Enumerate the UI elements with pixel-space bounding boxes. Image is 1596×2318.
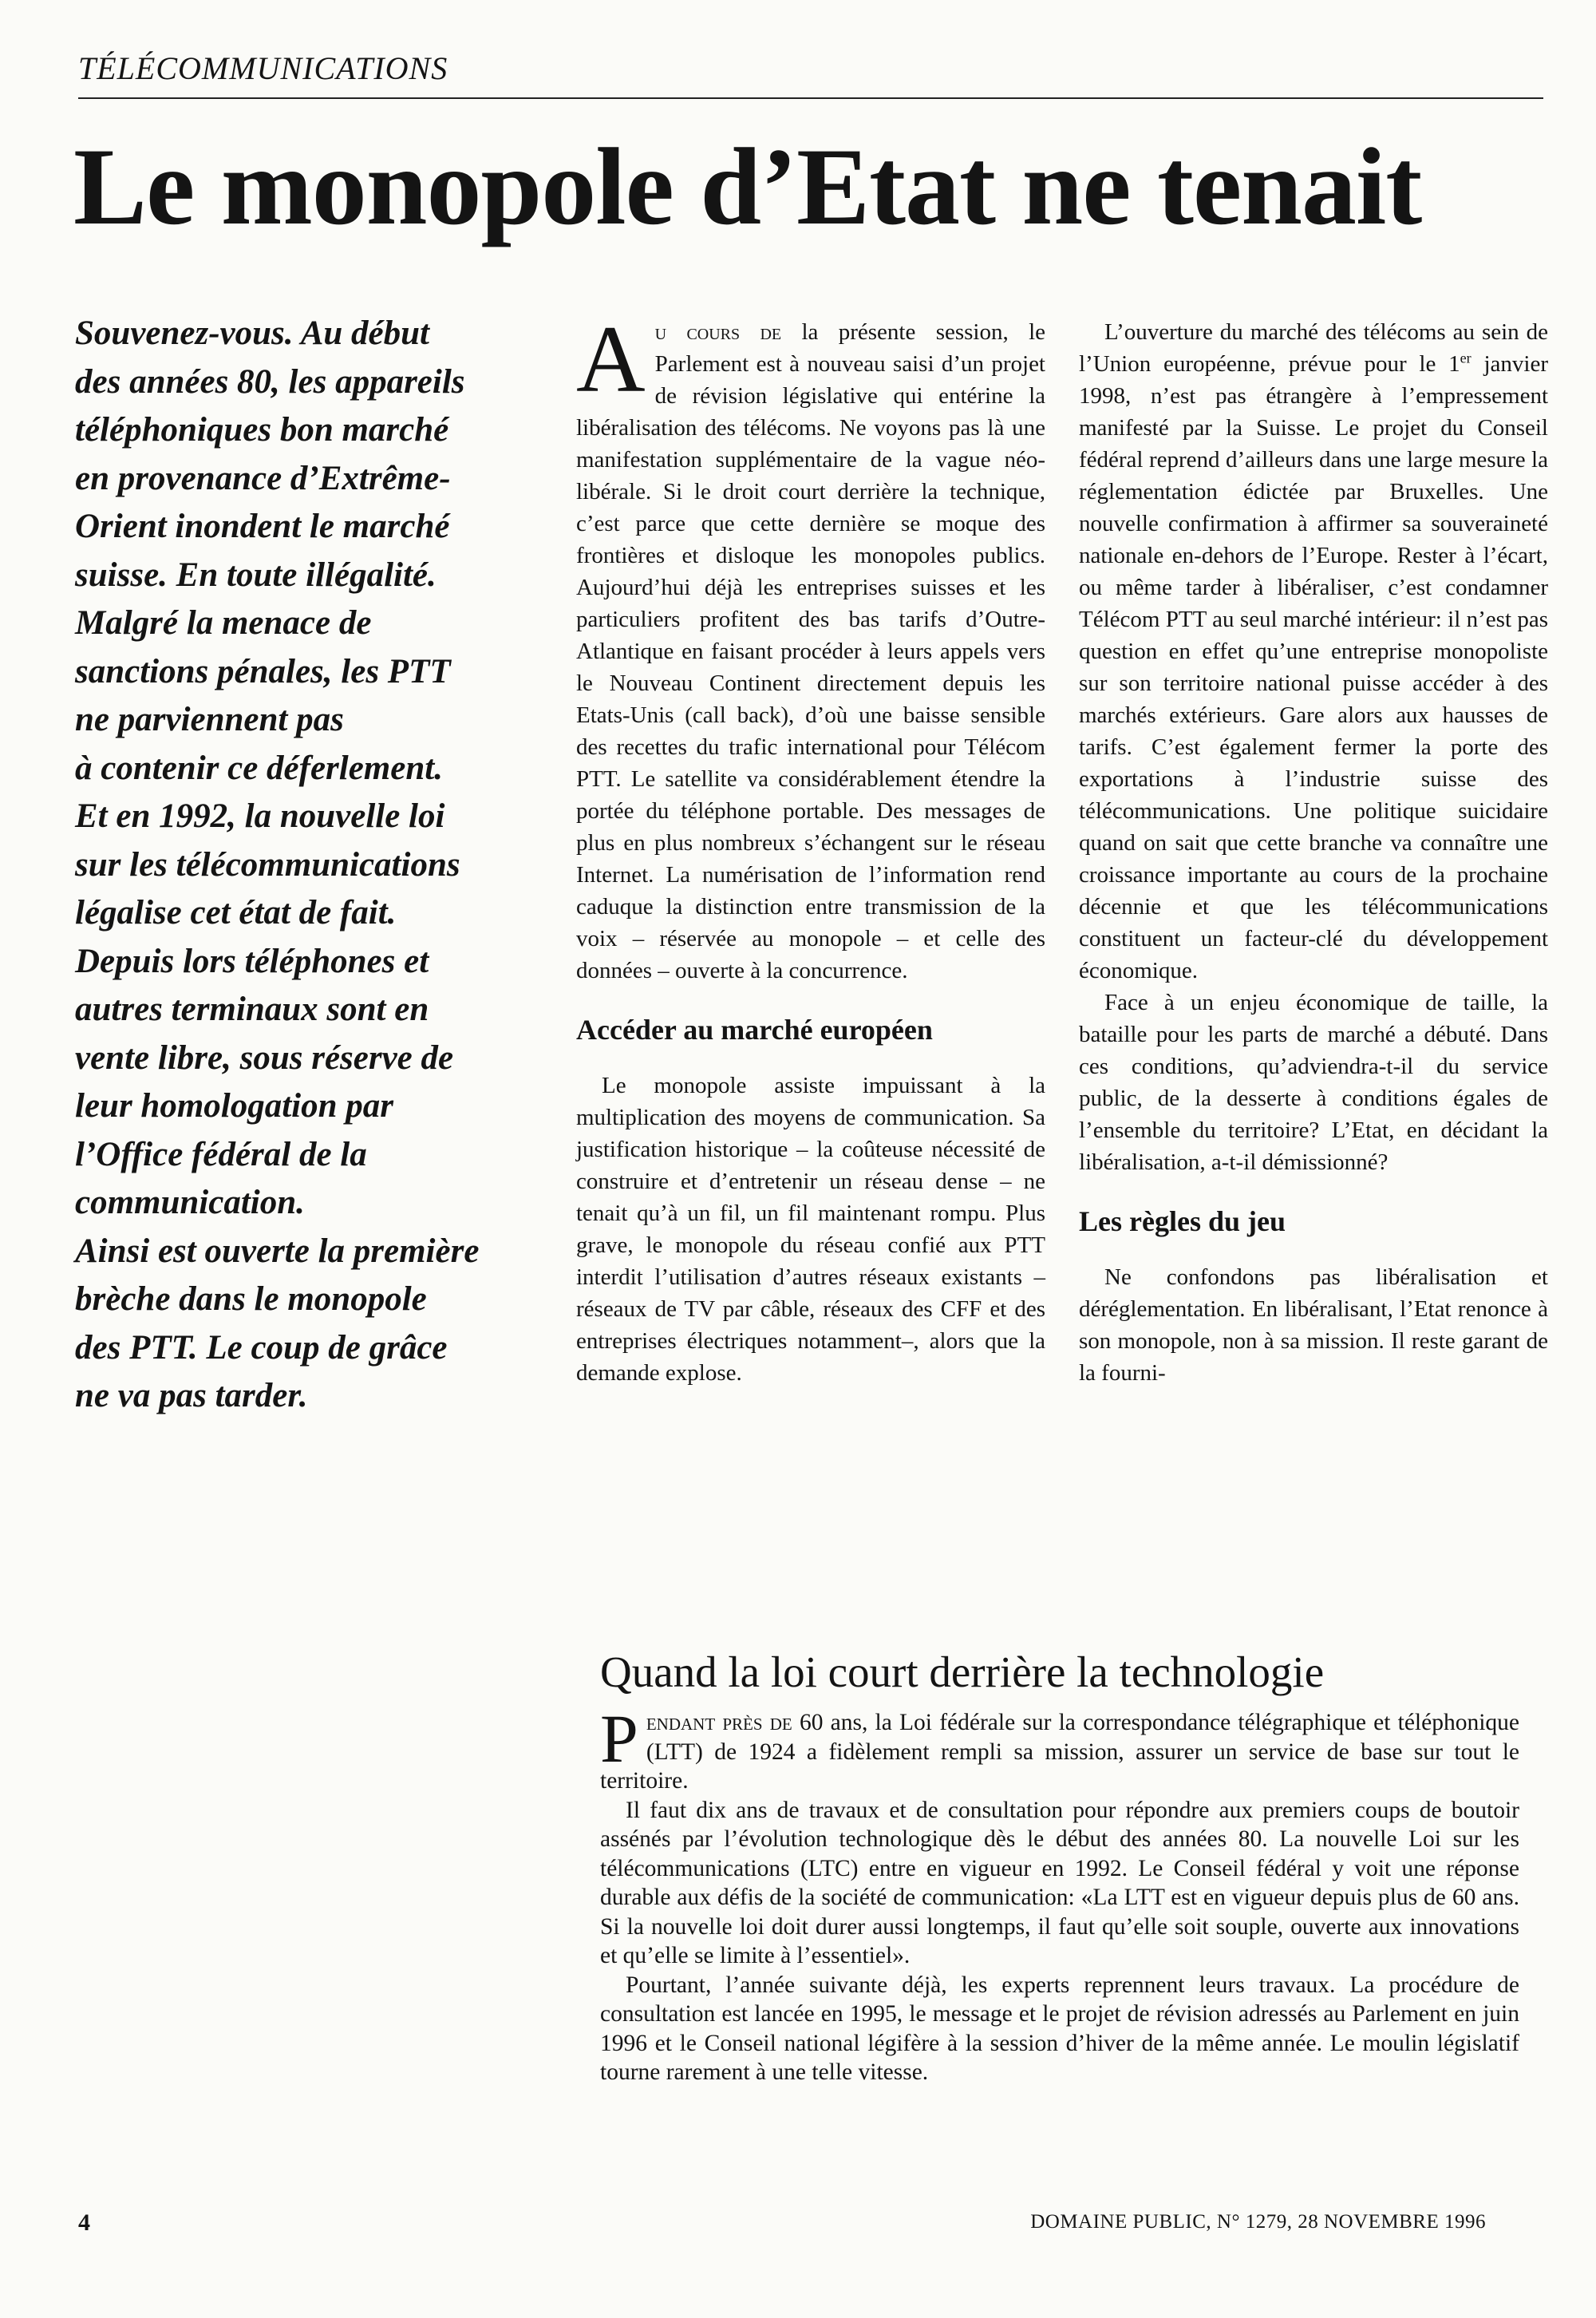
box-paragraph-3: Pourtant, l’année suivante déjà, les experts reprennent leurs travaux. La procédure de consultation est lancée en 1995, le message et le projet de révision adressés au Parlement en juin 1996 et le Conseil national légifère à la session d’hiver de la même année. Le moulin législatif tourne rarement à une telle vitesse. — [600, 1972, 1519, 2085]
header-rule — [78, 97, 1543, 99]
drop-cap: A — [576, 306, 646, 412]
paragraph-text: janvier 1998, n’est pas étrangère à l’empressement manifesté par la Suisse. Le projet du Conseil fédéral reprend d’ailleurs dans une large mesure la réglementation édictée par Bruxelles. Une nouvelle confirmation à affirmer sa souveraineté nationale en-dehors de l’Europe. Rester à l’écart, ou même tarder à libéraliser, c’est condamner Télécom PTT au seul marché intérieur: il n’est pas question en effet qu’une entreprise monopoliste sur son territoire national puisse accéder à des marchés extérieurs. Gare alors aux hausses de tarifs. C’est également fermer la porte des exportations à l’industrie suisse des télécommunications. Une politique suicidaire quand on sait que cette branche va connaître une croissance importante au cours de la prochaine décennie et que les télécommunications constituent un facteur-clé du développement économique. — [1079, 351, 1548, 983]
article-paragraph-2: Le monopole assiste impuissant à la multiplication des moyens de communication. Sa justification historique – la coûteuse nécessité de construire et d’entretenir un réseau dense – ne tenait qu’à un fil, un fil maintenant rompu. Plus grave, le monopole du réseau confié aux PTT interdit l’utilisation d’autres réseaux existants – réseaux de TV par câble, réseaux des CFF et des entreprises électriques notamment–, alors que la demande explose. — [576, 1073, 1045, 1386]
section-rubric: TÉLÉCOMMUNICATIONS — [78, 50, 448, 86]
subheading-rules: Les règles du jeu — [1079, 1205, 1286, 1237]
chapeau-line: ne va pas tarder. — [75, 1377, 308, 1414]
chapeau-line: des PTT. Le coup de grâce — [75, 1328, 448, 1367]
chapeau-line: en provenance d’Extrême- — [75, 459, 451, 497]
superscript: er — [1460, 350, 1472, 366]
chapeau-line: communication. — [75, 1184, 305, 1221]
chapeau-line: Ainsi est ouverte la première — [75, 1232, 480, 1270]
chapeau-line: sanctions pénales, les PTT — [75, 652, 451, 690]
page-footer: DOMAINE PUBLIC, N° 1279, 28 NOVEMBRE 1996 — [1030, 2211, 1486, 2233]
chapeau-line: sur les télécommunications — [75, 845, 460, 884]
chapeau-line: suisse. En toute illégalité. — [75, 556, 437, 594]
article-paragraph-4: Face à un enjeu économique de taille, la bataille pour les parts de marché a débuté. Dans ces conditions, qu’adviendra-t-il du service public, de la desserte à conditions égales de l’ensemble du territoire? L’Etat, en décidant la libéralisation, a-t-il démissionné? — [1079, 990, 1548, 1175]
chapeau-line: brèche dans le monopole — [75, 1280, 427, 1318]
page-number: 4 — [78, 2209, 90, 2236]
paragraph-text: 60 ans, la Loi fédérale sur la correspondance télégraphique et téléphonique (LTT) de 1924 a fidèlement rempli sa mission, assurer un service de base sur tout le territoire. — [600, 1710, 1519, 1794]
paragraph-text: L’ouverture du marché des télécoms au sein de l’Union européenne, prévue pour le 1 — [1079, 319, 1548, 377]
chapeau-line: l’Office fédéral de la — [75, 1135, 367, 1173]
paragraph-text: la présente session, le Parlement est à nouveau saisi d’un projet de révision législative qui entérine la libéralisation des télécoms. Ne voyons pas là une manifestation supplémentaire de la vague néo-libérale. Si le droit court derrière la technique, c’est parce que cette dernière se moque des frontières et disloque les monopoles publics. Aujourd’hui déjà les entreprises suisses et les particuliers profitent des bas tarifs d’Outre-Atlantique en faisant procéder à leurs appels vers le Nouveau Continent directement depuis les Etats-Unis (call back), d’où une baisse sensible des recettes du trafic international pour Télécom PTT. Le satellite va considérablement étendre la portée du téléphone portable. Des messages de plus en plus nombreux s’échangent sur le réseau Internet. La numérisation de l’information rend caduque la distinction entre transmission de la voix – réservée au monopole – et celle des données – ouverte à la concurrence. — [576, 319, 1045, 983]
chapeau-line: à contenir ce déferlement. — [75, 749, 443, 787]
chapeau-line: légalise cet état de fait. — [75, 894, 397, 932]
sidebar-box — [600, 1644, 1519, 2087]
article-column-1 — [576, 306, 1045, 1389]
chapeau-line: ne parviennent pas — [75, 701, 344, 738]
chapeau-line: des années 80, les appareils — [75, 362, 465, 401]
box-text — [600, 1700, 1519, 2087]
box-title: Quand la loi court derrière la technologie — [600, 1648, 1325, 1696]
chapeau-line: Et en 1992, la nouvelle loi — [75, 797, 445, 835]
box-paragraph-2: Il faut dix ans de travaux et de consultation pour répondre aux premiers coups de boutoir assénés par l’évolution technologique dès le début des années 80. La nouvelle Loi sur les télécommunications (LTC) entre en vigueur en 1992. Le Conseil fédéral y voit une réponse durable aux défis de la société de communication: «La LTT est en vigueur depuis plus de 60 ans. Si la nouvelle loi doit durer aussi longtemps, il faut qu’elle soit souple, ouverte aux innovations et qu’elle se limite à l’essentiel». — [600, 1797, 1519, 1968]
article-paragraph-1 — [576, 306, 1045, 987]
chapeau-line: Orient inondent le marché — [75, 508, 450, 545]
chapeau-line: vente libre, sous réserve de — [75, 1038, 454, 1077]
article-headline: Le monopole d’Etat ne tenait — [73, 125, 1422, 247]
chapeau-line: Malgré la menace de — [75, 604, 372, 642]
drop-cap: P — [600, 1700, 638, 1777]
article-paragraph-5: Ne confondons pas libéralisation et déréglementation. En libéralisant, l’Etat renonce à son monopole, non à sa mission. Il reste garant de la fourni- — [1079, 1264, 1548, 1386]
article-column-2 — [1079, 316, 1548, 1389]
lead-smallcaps: u cours de — [654, 319, 782, 345]
article-chapeau — [75, 310, 554, 1421]
lead-smallcaps: endant près de — [646, 1710, 792, 1735]
subheading-european-market: Accéder au marché européen — [576, 1014, 933, 1046]
chapeau-line: autres terminaux sont en — [75, 991, 429, 1028]
chapeau-line: leur homologation par — [75, 1087, 394, 1125]
article-paragraph-3 — [1079, 316, 1548, 987]
box-paragraph-1 — [600, 1700, 1519, 1796]
chapeau-line: Depuis lors téléphones et — [75, 942, 429, 980]
chapeau-line: Souvenez-vous. Au début — [75, 314, 429, 352]
chapeau-line: téléphoniques bon marché — [75, 411, 449, 449]
